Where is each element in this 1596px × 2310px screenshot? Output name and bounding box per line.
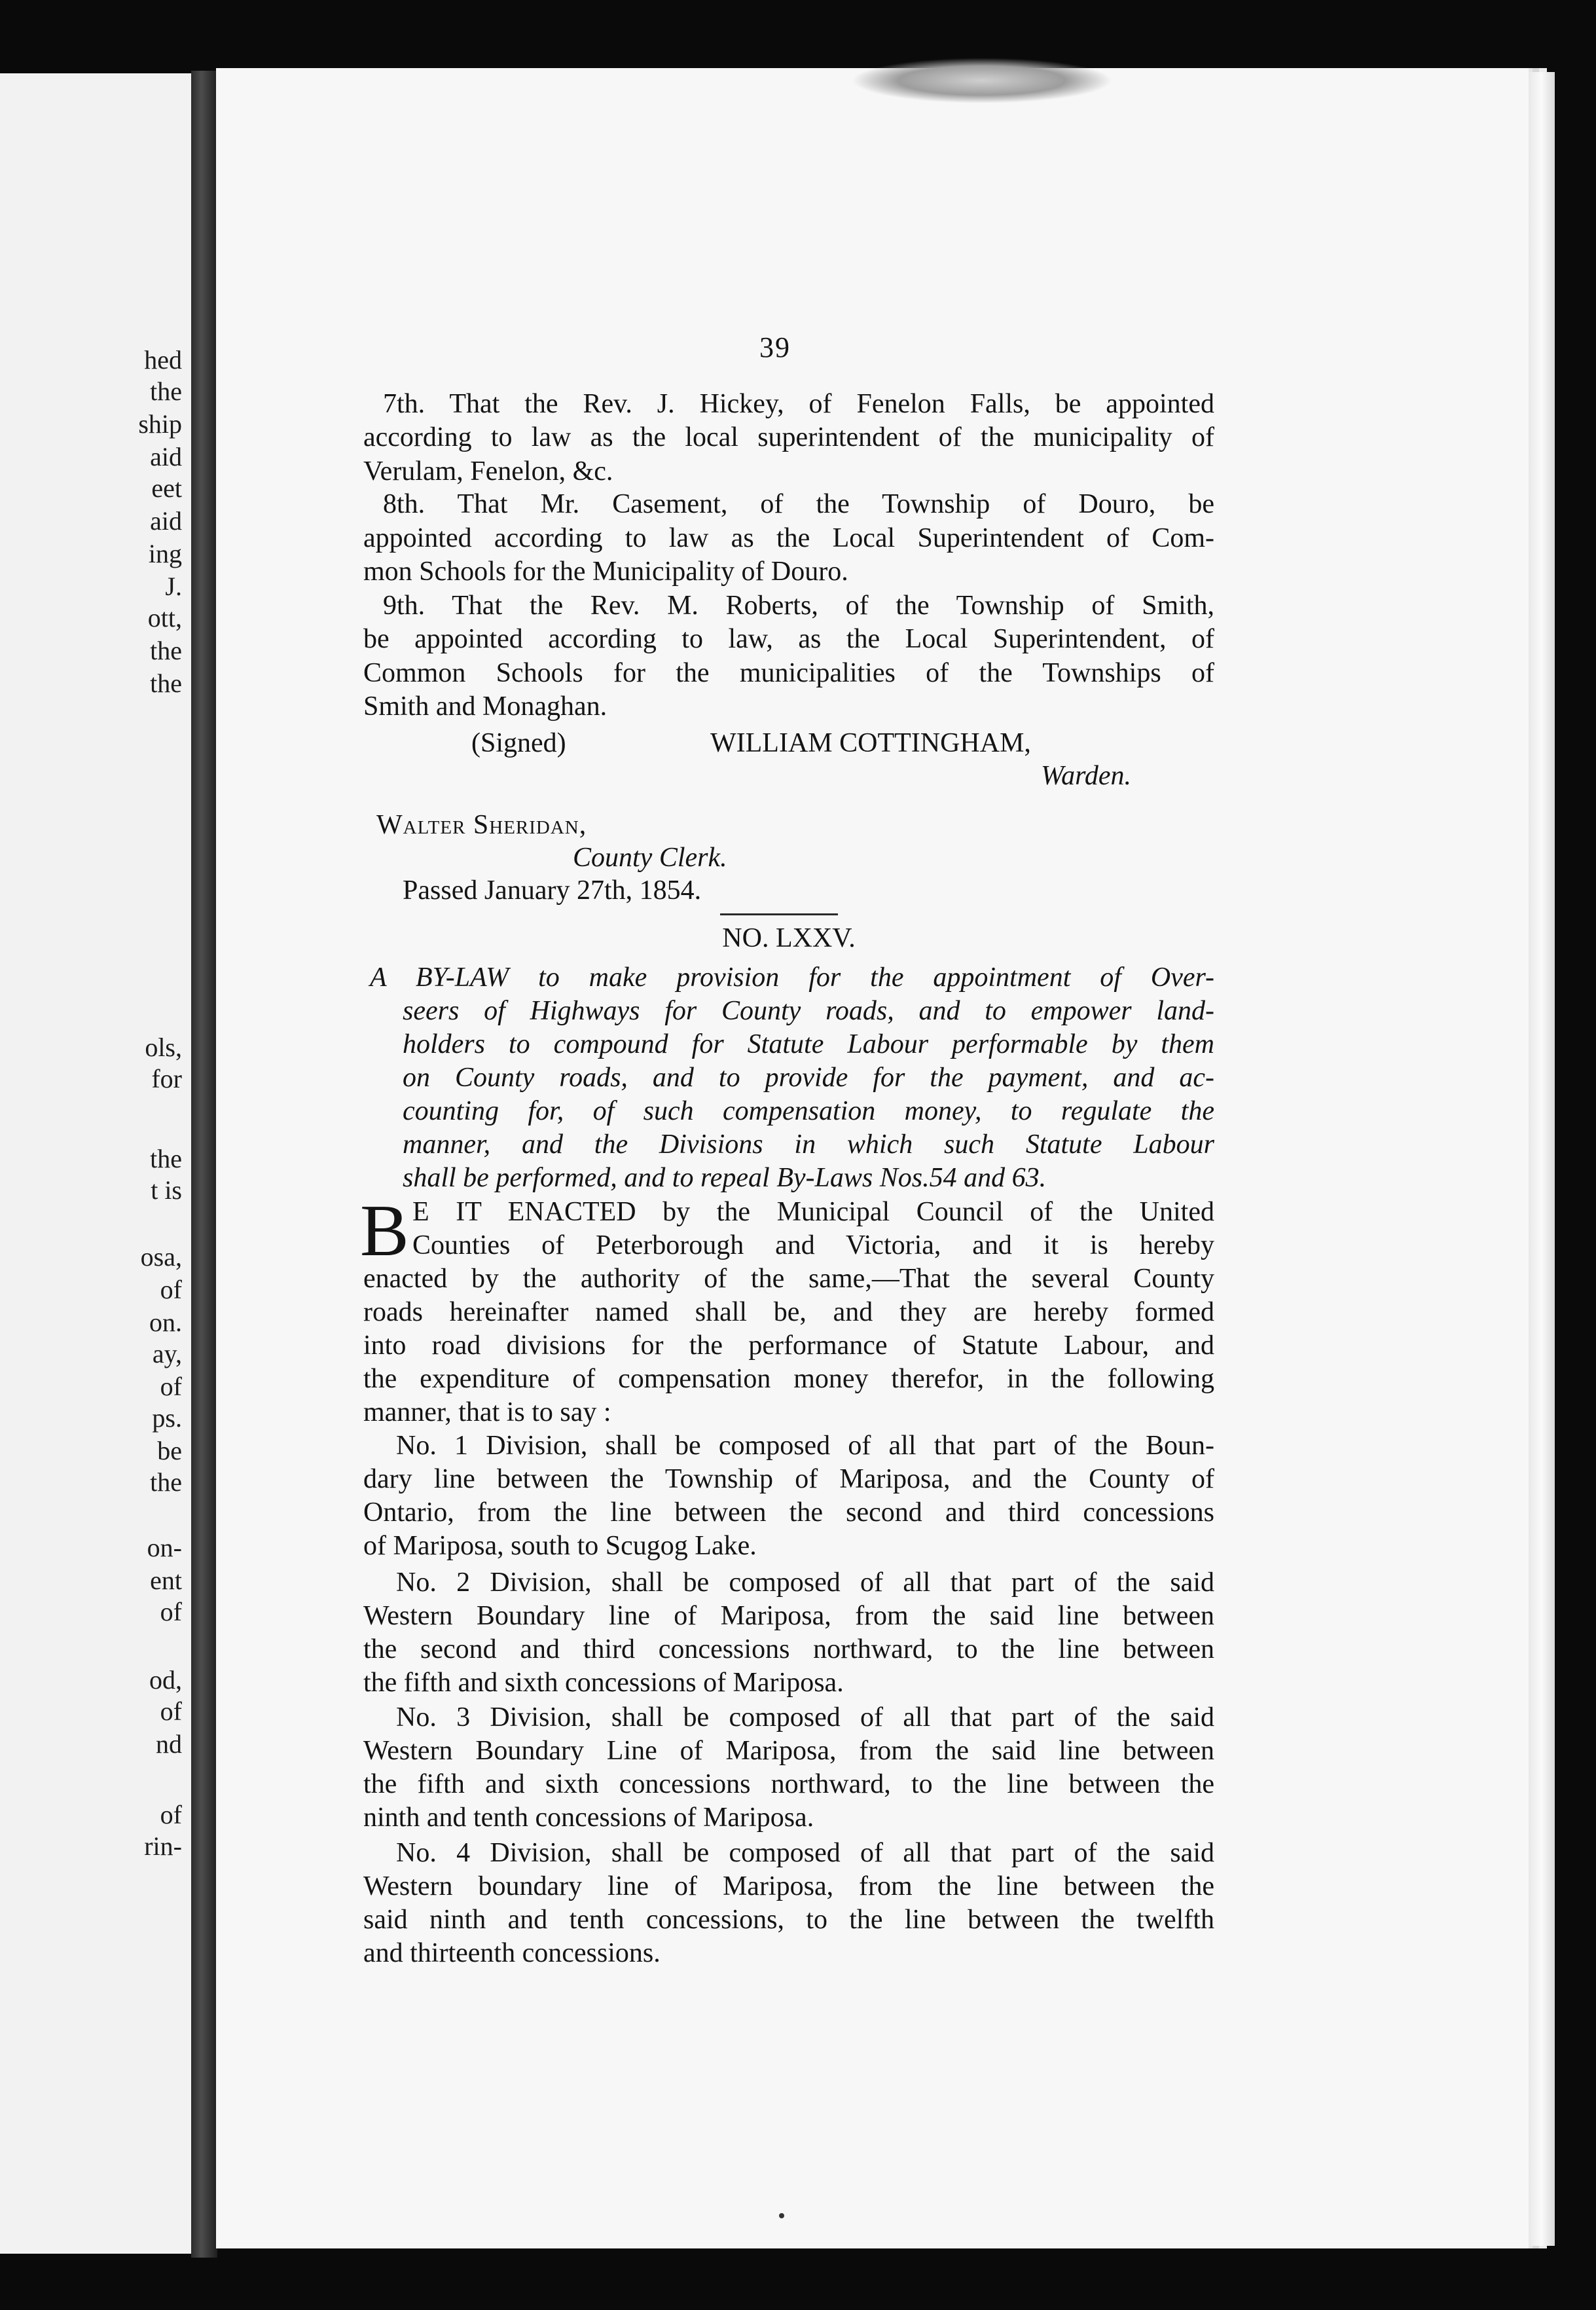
paragraph-line: mon Schools for the Municipality of Douro. <box>363 557 848 587</box>
enactment-line: Counties of Peterborough and Victoria, and it is hereby <box>412 1230 1214 1260</box>
facing-page-fragment: J. <box>165 572 182 601</box>
facing-page-fragment: ps. <box>152 1403 182 1433</box>
facing-page <box>0 73 191 2254</box>
passed-date: Passed January 27th, 1854. <box>403 875 702 906</box>
division-line: the second and third concessions northward, to the line between <box>363 1634 1214 1664</box>
facing-page-fragment: ent <box>150 1566 182 1595</box>
facing-page-fragment: od, <box>149 1665 182 1695</box>
division-line: Western boundary line of Mariposa, from the line between the <box>363 1871 1214 1901</box>
enactment-line: the expenditure of compensation money therefor, in the following <box>363 1364 1214 1394</box>
facing-page-fragment: ott, <box>147 603 182 632</box>
bylaw-title-line: counting for, of such compensation money, to regulate the <box>403 1096 1214 1126</box>
facing-page-fragment: rin- <box>144 1831 182 1861</box>
enactment-line: E IT ENACTED by the Municipal Council of the United <box>412 1197 1214 1227</box>
division-line: No. 4 Division, shall be composed of all that part of the said <box>396 1838 1214 1868</box>
paragraph-line: Verulam, Fenelon, &c. <box>363 456 613 486</box>
paragraph-line: appointed according to law as the Local Superintendent of Com- <box>363 523 1214 553</box>
enactment-line: enacted by the authority of the same,—That the several County <box>363 1264 1214 1294</box>
facing-page-fragment: nd <box>156 1729 182 1759</box>
signatory-title: Warden. <box>1041 761 1132 791</box>
facing-page-fragment: t is <box>151 1175 182 1205</box>
facing-page-fragment: the <box>150 1144 182 1173</box>
facing-page-fragment: the <box>150 669 182 698</box>
facing-page-fragment: ship <box>138 409 182 439</box>
facing-page-fragment: of <box>160 1597 182 1626</box>
facing-page-fragment: the <box>150 376 182 406</box>
signatory-name: WILLIAM COTTINGHAM, <box>710 728 1031 758</box>
bylaw-number: NO. LXXV. <box>722 923 856 953</box>
facing-page-fragment: the <box>150 636 182 665</box>
facing-page-fragment: for <box>151 1064 182 1093</box>
paragraph-line: 9th. That the Rev. M. Roberts, of the Township of Smith, <box>383 591 1214 621</box>
facing-page-fragment: aid <box>150 442 182 471</box>
facing-page-fragment: eet <box>151 473 182 503</box>
clerk-title: County Clerk. <box>573 843 727 873</box>
division-line: Western Boundary line of Mariposa, from the said line between <box>363 1601 1214 1631</box>
facing-page-fragment: osa, <box>140 1242 182 1272</box>
enactment-line: roads hereinafter named shall be, and they are hereby formed <box>363 1297 1214 1327</box>
bylaw-title-line: seers of Highways for County roads, and to empower land- <box>403 996 1214 1026</box>
bylaw-title-line: A BY-LAW to make provision for the appointment of Over- <box>370 962 1214 993</box>
paragraph-line: be appointed according to law, as the Local Superintendent, of <box>363 624 1214 654</box>
division-line: dary line between the Township of Mariposa, and the County of <box>363 1464 1214 1494</box>
paragraph-line: according to law as the local superintendent of the municipality of <box>363 422 1214 452</box>
division-line: No. 3 Division, shall be composed of all that part of the said <box>396 1702 1214 1732</box>
paragraph-line: Smith and Monaghan. <box>363 691 608 722</box>
ink-speck <box>779 2213 784 2218</box>
facing-page-fragment: of <box>160 1275 182 1304</box>
division-line: Western Boundary Line of Mariposa, from the said line between <box>363 1736 1214 1766</box>
page-edge <box>1529 72 1555 2246</box>
book-gutter <box>191 71 217 2258</box>
paragraph-line: 7th. That the Rev. J. Hickey, of Fenelon Falls, be appointed <box>383 389 1214 419</box>
facing-page-fragment: of <box>160 1800 182 1829</box>
division-line: said ninth and tenth concessions, to the line between the twelfth <box>363 1905 1214 1935</box>
torn-corner <box>851 58 1113 103</box>
facing-page-fragment: aid <box>150 506 182 536</box>
facing-page-fragment: of <box>160 1696 182 1726</box>
clerk-name: Walter Sheridan, <box>376 810 587 840</box>
facing-page-fragment: ing <box>148 539 182 568</box>
facing-page-fragment: on. <box>149 1308 182 1337</box>
drop-cap: B <box>360 1190 409 1272</box>
signed-label: (Signed) <box>471 728 566 758</box>
division-line: the fifth and sixth concessions northward, to the line between the <box>363 1769 1214 1799</box>
facing-page-fragment: the <box>150 1467 182 1497</box>
facing-page-fragment: hed <box>144 345 182 375</box>
paragraph-line: 8th. That Mr. Casement, of the Township of Douro, be <box>383 489 1214 519</box>
section-rule <box>720 913 838 915</box>
division-line: ninth and tenth concessions of Mariposa. <box>363 1803 814 1833</box>
facing-page-fragment: ay, <box>152 1339 182 1368</box>
facing-page-fragment: be <box>157 1436 182 1465</box>
bylaw-title-line: on County roads, and to provide for the payment, and ac- <box>403 1063 1214 1093</box>
enactment-line: manner, that is to say : <box>363 1397 611 1427</box>
division-line: of Mariposa, south to Scugog Lake. <box>363 1531 757 1561</box>
paragraph-line: Common Schools for the municipalities of the Townships of <box>363 658 1214 688</box>
facing-page-fragment: ols, <box>145 1033 182 1062</box>
division-line: No. 2 Division, shall be composed of all that part of the said <box>396 1568 1214 1598</box>
bylaw-title-line: shall be performed, and to repeal By-Laws Nos.54 and 63. <box>403 1163 1047 1193</box>
bylaw-title-line: holders to compound for Statute Labour performable by them <box>403 1029 1214 1059</box>
enactment-line: into road divisions for the performance of Statute Labour, and <box>363 1330 1214 1361</box>
division-line: the fifth and sixth concessions of Mariposa. <box>363 1668 844 1698</box>
page-number: 39 <box>759 331 791 363</box>
division-line: Ontario, from the line between the second and third concessions <box>363 1497 1214 1528</box>
bylaw-title-line: manner, and the Divisions in which such Statute Labour <box>403 1129 1214 1160</box>
facing-page-fragment: of <box>160 1372 182 1401</box>
division-line: and thirteenth concessions. <box>363 1938 661 1968</box>
facing-page-fragment: on- <box>147 1533 182 1562</box>
division-line: No. 1 Division, shall be composed of all that part of the Boun- <box>396 1431 1214 1461</box>
